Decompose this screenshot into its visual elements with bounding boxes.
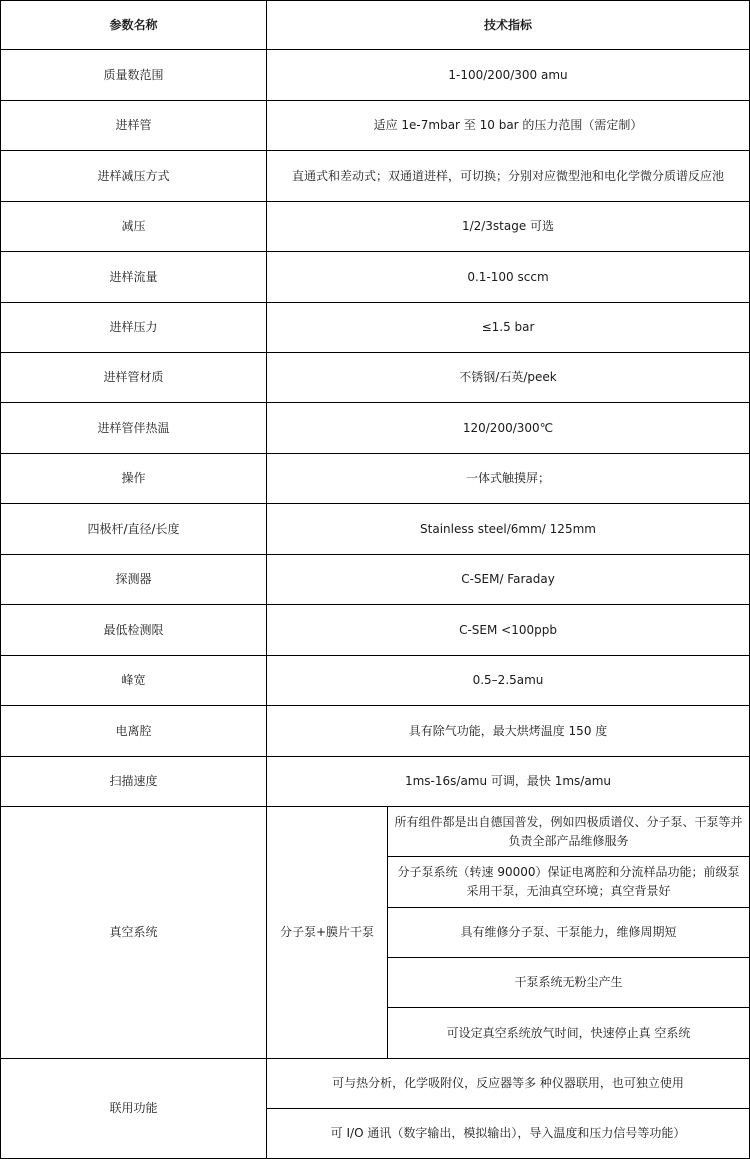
table-row [1,504,750,555]
table-row [1,101,750,151]
header-spec: 技术指标 [267,1,750,50]
param-value: 1-100/200/300 amu [267,50,750,101]
param-name: 进样管伴热温 [1,403,267,454]
table-row [1,252,750,303]
vacuum-row [1,807,750,857]
param-name: 峰宽 [1,656,267,706]
param-name: 进样压力 [1,303,267,353]
vacuum-item: 具有维修分子泵、干泵能力，维修周期短 [388,908,750,958]
param-name: 进样管材质 [1,353,267,403]
param-value: 0.5–2.5amu [267,656,750,706]
param-name: 最低检测限 [1,605,267,656]
param-value: C-SEM <100ppb [267,605,750,656]
table-row [1,706,750,757]
param-name: 进样流量 [1,252,267,303]
param-value: 直通式和差动式；双通道进样，可切换；分别对应微型池和电化学微分质谱反应池 [267,151,750,202]
param-value: 1/2/3stage 可选 [267,202,750,252]
table-row [1,50,750,101]
param-value: Stainless steel/6mm/ 125mm [267,504,750,555]
param-name: 质量数范围 [1,50,267,101]
param-value: 不锈钢/石英/peek [267,353,750,403]
header-row [1,1,750,50]
table-row [1,555,750,605]
table-row [1,151,750,202]
param-value: 120/200/300℃ [267,403,750,454]
table-row [1,303,750,353]
param-value: 具有除气功能，最大烘烤温度 150 度 [267,706,750,757]
vacuum-type: 分子泵+膜片干泵 [267,807,388,1059]
param-name: 电离腔 [1,706,267,757]
param-name: 操作 [1,454,267,504]
param-name: 扫描速度 [1,757,267,807]
vacuum-name: 真空系统 [1,807,267,1059]
param-name: 进样管 [1,101,267,151]
table-row [1,454,750,504]
param-value: 一体式触摸屏； [267,454,750,504]
table-row [1,403,750,454]
table-row [1,656,750,706]
param-name: 进样减压方式 [1,151,267,202]
table-row [1,202,750,252]
param-value: 适应 1e-7mbar 至 10 bar 的压力范围（需定制） [267,101,750,151]
combo-item: 可与热分析，化学吸附仪，反应器等多 种仪器联用，也可独立使用 [267,1059,750,1109]
param-name: 探测器 [1,555,267,605]
combo-name: 联用功能 [1,1059,267,1159]
vacuum-item: 所有组件都是出自德国普发，例如四极质谱仪、分子泵、干泵等并负责全部产品维修服务 [388,807,750,857]
vacuum-item: 可设定真空系统放气时间，快速停止真 空系统 [388,1008,750,1059]
param-value: 1ms-16s/amu 可调，最快 1ms/amu [267,757,750,807]
param-name: 减压 [1,202,267,252]
param-value: 0.1-100 sccm [267,252,750,303]
param-value: C-SEM/ Faraday [267,555,750,605]
combo-item: 可 I/O 通讯（数字输出，模拟输出），导入温度和压力信号等功能） [267,1109,750,1159]
table-row [1,353,750,403]
table-row [1,605,750,656]
param-value: ≤1.5 bar [267,303,750,353]
param-name: 四极杆/直径/长度 [1,504,267,555]
combo-row [1,1059,750,1109]
vacuum-item: 干泵系统无粉尘产生 [388,958,750,1008]
table-row [1,757,750,807]
vacuum-item: 分子泵系统（转速 90000）保证电离腔和分流样品功能；前级泵采用干泵，无油真空环境；真空背景好 [388,857,750,908]
header-param: 参数名称 [1,1,267,50]
